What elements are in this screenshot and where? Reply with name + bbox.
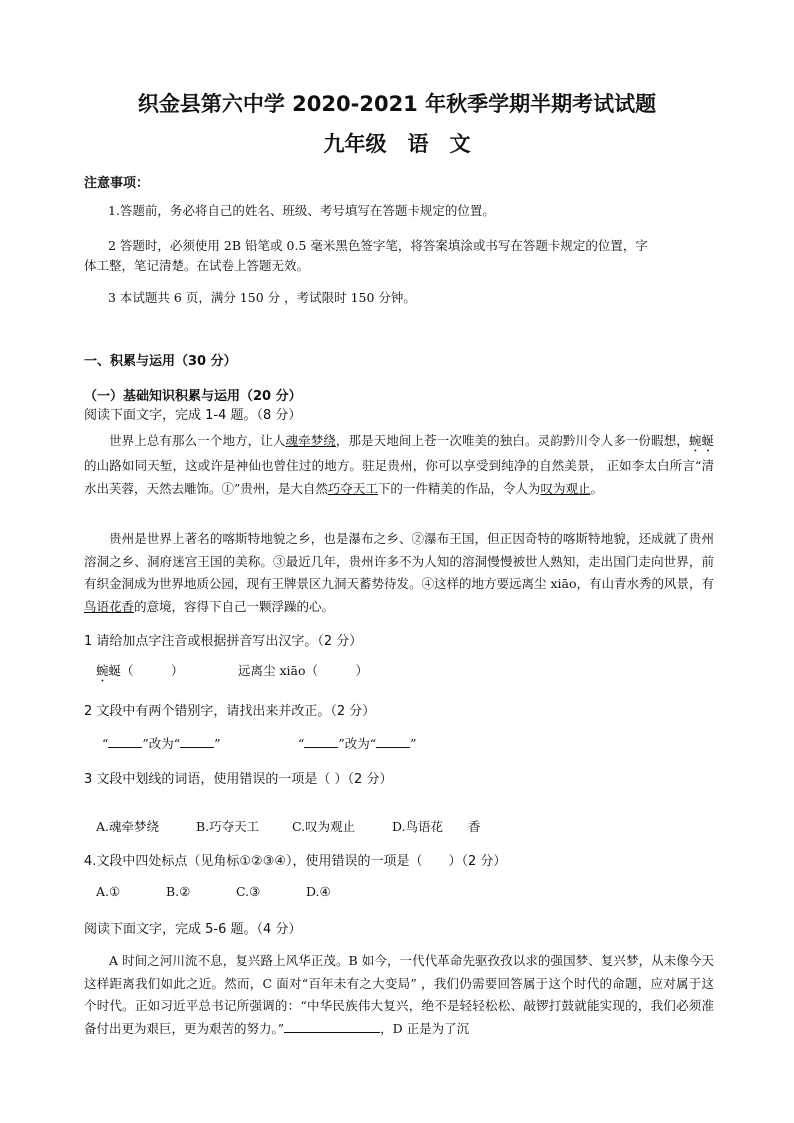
passage1-paragraph-2: 贵州是世界上著名的喀斯特地貌之乡，也是瀑布之乡、②瀑布王国，但正因奇特的喀斯特地貌，还成就了贵州溶洞之乡、洞府迷宫王国的美称。③最近几年，贵州许多不为人知的溶洞慢慢被世人熟知，走出国门走向世界，前有织金洞成为世界地质公园，现有王牌景区九洞天蓄势待发。④这样的地方要远离尘 xiāo，有山青水秀的风景，有鸟语花香的意境，容得下自己一颗浮躁的心。 xyxy=(84,531,715,614)
underlined-term: 鸟语花香 xyxy=(84,598,135,614)
q4-option-c: C.③ xyxy=(236,884,261,899)
question-4: 4.文段中四处标点（见角标①②③④），使用错误的一项是（ ）（2 分） xyxy=(84,854,507,869)
answer-blank xyxy=(284,1020,380,1033)
reading-intro-1: 阅读下面文字，完成 1-4 题。（8 分） xyxy=(84,408,302,423)
reading-intro-2: 阅读下面文字，完成 5-6 题。（4 分） xyxy=(84,922,302,937)
q3-option-c: C.叹为观止 xyxy=(292,819,356,834)
underlined-term: 叹为观止 xyxy=(540,480,591,496)
q3-option-b: B.巧夺天工 xyxy=(196,819,260,834)
q4-option-b: B.② xyxy=(166,884,191,899)
section-heading: 一、积累与运用（30 分） xyxy=(84,354,237,369)
underlined-term: 魂牵梦绕 xyxy=(285,433,336,448)
q1-answer-b: 远离尘 xiāo（ ） xyxy=(238,663,368,678)
question-3: 3 文段中划线的词语，使用错误的一项是（ ）（2 分） xyxy=(84,772,393,787)
q3-option-d: D.鸟语花 香 xyxy=(392,819,481,834)
q3-option-a: A.魂牵梦绕 xyxy=(96,819,160,834)
sub-section-heading: （一）基础知识积累与运用（20 分） xyxy=(84,389,302,404)
question-2: 2 文段中有两个错别字，请找出来并改正。（2 分） xyxy=(84,704,376,719)
q2-blank-pair-2: “ ”改为“ ” xyxy=(298,736,417,751)
passage2: A 时间之河川流不息，复兴路上风华正茂。B 如今，一代代革命先驱孜孜以求的强国梦、复兴梦，从未像今天这样距离我们如此之近。然而，C 面对“百年未有之大变局” ，我们仍需要回答属于这个时代的命题，应对属于这个时代。正如习近平总书记所强调的：“中华民族伟大复兴，绝不是轻轻松松、敲锣打鼓就能实现的，我们必须准备付出更为艰巨，更为艰苦的努力。” ，D 正是为了沉 xyxy=(84,953,714,1036)
q4-option-d: D.④ xyxy=(306,884,331,899)
note-item-3: 3 本试题共 6 页，满分 150 分 ，考试限时 150 分钟。 xyxy=(108,290,416,305)
q2-blank-pair-1: “ ”改为“ ” xyxy=(102,736,221,751)
note-item-2: 2 答题时，必须使用 2B 铅笔或 0.5 毫米黑色签字笔，将答案填涂或书写在答题卡规定的位置，字 xyxy=(108,238,648,253)
note-item-2-cont: 体工整，笔记清楚。在试卷上答题无效。 xyxy=(84,258,310,273)
exam-title: 织金县第六中学 2020-2021 年秋季学期半期考试试题 xyxy=(137,92,657,116)
question-1: 1 请给加点字注音或根据拼音写出汉字。（2 分） xyxy=(84,634,363,649)
passage1-paragraph-1: 世界上总有那么一个地方，让人魂牵梦绕，那是天地间上苍一次唯美的独白。灵韵黔川令人多一份暇想，蜿蜒的山路如同天堑，这或许是神仙也曾住过的地方。驻足贵州，你可以享受到纯净的自然美景， 正如李太白所言“清水出芙蓉，天然去雕饰。①”贵州，是大自然巧夺天工下的一件精美的作品，令人为叹为观止。 xyxy=(84,433,714,496)
underlined-term: 巧夺天工 xyxy=(327,480,378,496)
q4-option-a: A.① xyxy=(96,884,121,899)
notes-heading: 注意事项： xyxy=(84,176,150,191)
dotted-term: 蜿蜒 xyxy=(688,433,714,448)
note-item-1: 1.答题前，务必将自己的姓名、班级、考号填写在答题卡规定的位置。 xyxy=(108,203,495,218)
q1-answer-a: 蜿蜒（ ） xyxy=(96,663,184,678)
exam-subtitle: 九年级 语 文 xyxy=(323,132,471,156)
